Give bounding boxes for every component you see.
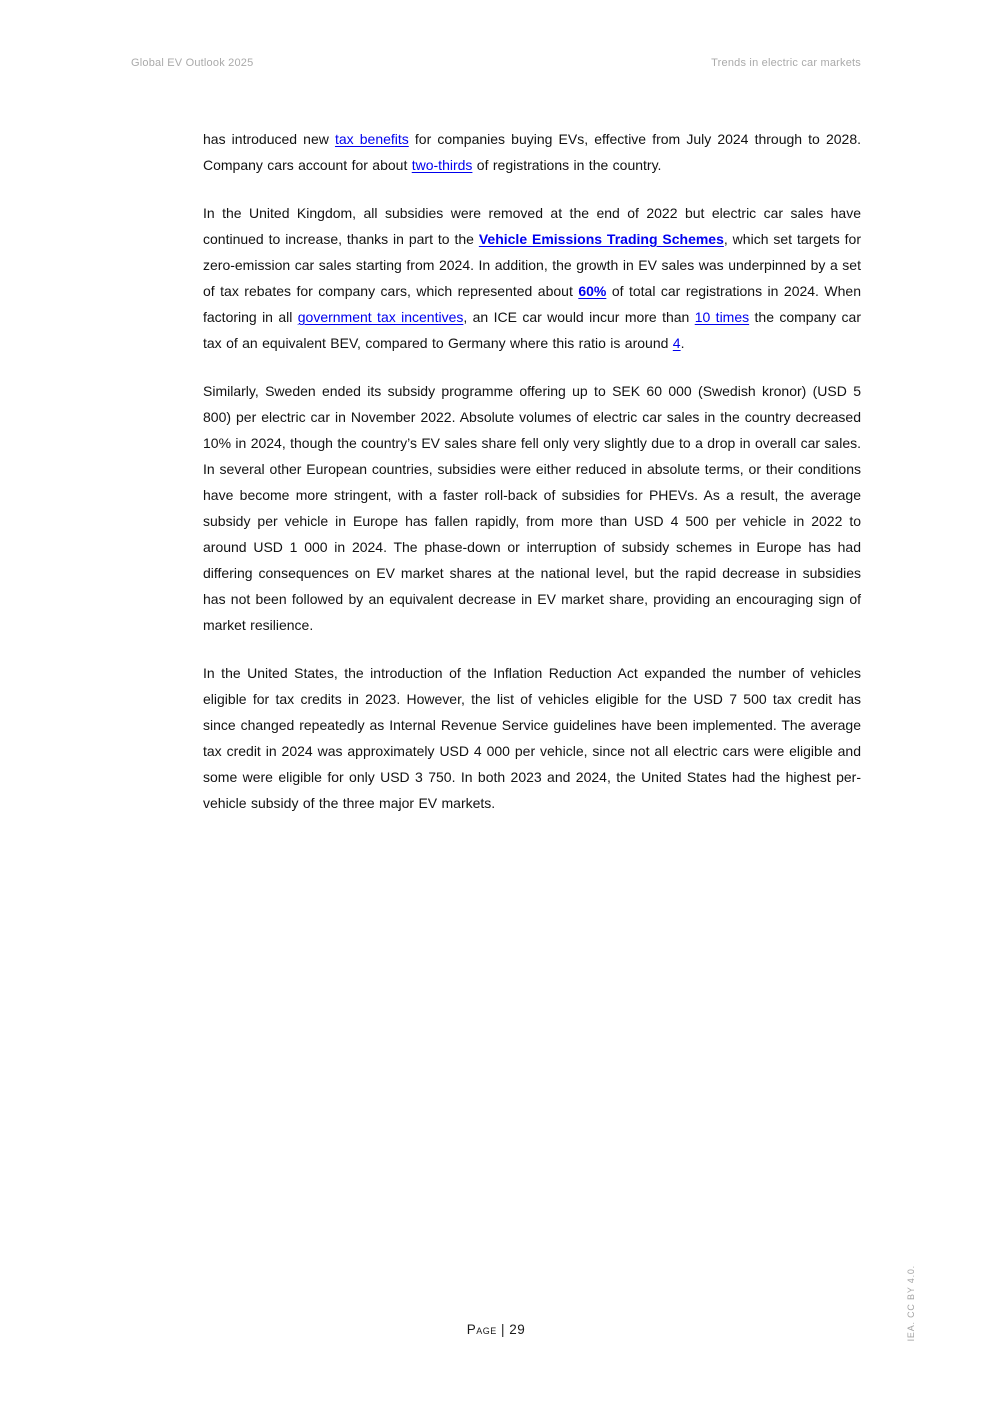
running-header (131, 57, 861, 69)
body-text: for companies buying EVs, effective from July 2024 through to 2028. Company cars account for about (203, 131, 861, 173)
body-text: the company car tax of an equivalent BEV, compared to Germany where this ratio is around (203, 309, 861, 351)
hyperlink[interactable]: 4 (672, 335, 681, 351)
body-text: . (680, 335, 685, 351)
paragraph (203, 200, 861, 356)
paragraphs (203, 126, 861, 816)
header-right-title: Trends in electric car markets (711, 57, 861, 69)
body-text: has introduced new (203, 131, 335, 147)
body-text: Similarly, Sweden ended its subsidy programme offering up to SEK 60 000 (Swedish kronor) (USD 5 800) per electric car in November 2022. Absolute volumes of electric car sales in the country decreased 10% in 2024, though the country’s EV sales share fell only very slightly due to a drop in overall car sales. In several other European countries, subsidies were either reduced in absolute terms, or their conditions have become more stringent, with a faster roll-back of subsidies for PHEVs. As a result, the average subsidy per vehicle in Europe has fallen rapidly, from more than USD 4 500 per vehicle in 2022 to around USD 1 000 in 2024. The phase-down or interruption of subsidy schemes in Europe has had differing consequences on EV market shares at the national level, but the rapid decrease in subsidies has not been followed by an equivalent decrease in EV market share, providing an encouraging sign of market resilience. (203, 383, 861, 633)
page-number: Page | 29 (466, 1322, 526, 1337)
paragraph (203, 126, 861, 178)
page-body (203, 126, 861, 838)
hyperlink[interactable]: Vehicle Emissions Trading Schemes (478, 231, 724, 247)
hyperlink[interactable]: government tax incentives (297, 309, 464, 325)
body-text: In the United Kingdom, all subsidies were removed at the end of 2022 but electric car sales have continued to increase, thanks in part to the (203, 205, 861, 247)
body-text: of registrations in the country. (472, 157, 662, 173)
hyperlink[interactable]: 10 times (694, 309, 750, 325)
body-text: , an ICE car would incur more than (463, 309, 695, 325)
body-text: In the United States, the introduction of the Inflation Reduction Act expanded the number of vehicles eligible for tax credits in 2023. However, the list of vehicles eligible for the USD 7 500 tax credit has since changed repeatedly as Internal Revenue Service guidelines have been implemented. The average tax credit in 2024 was approximately USD 4 000 per vehicle, since not all electric cars were eligible and some were eligible for only USD 3 750. In both 2023 and 2024, the United States had the highest per-vehicle subsidy of the three major EV markets. (203, 665, 861, 811)
paragraph (203, 378, 861, 638)
header-left-title: Global EV Outlook 2025 (131, 57, 254, 69)
hyperlink[interactable]: tax benefits (334, 131, 409, 147)
licence-note: IEA. CC BY 4.0. (906, 1264, 916, 1341)
body-text: of total car registrations in 2024. When factoring in all (203, 283, 861, 325)
hyperlink[interactable]: two-thirds (411, 157, 473, 173)
paragraph (203, 660, 861, 816)
body-text: , which set targets for zero-emission car sales starting from 2024. In addition, the growth in EV sales was underpinned by a set of tax rebates for company cars, which represented about (203, 231, 861, 299)
hyperlink[interactable]: 60% (578, 283, 607, 299)
